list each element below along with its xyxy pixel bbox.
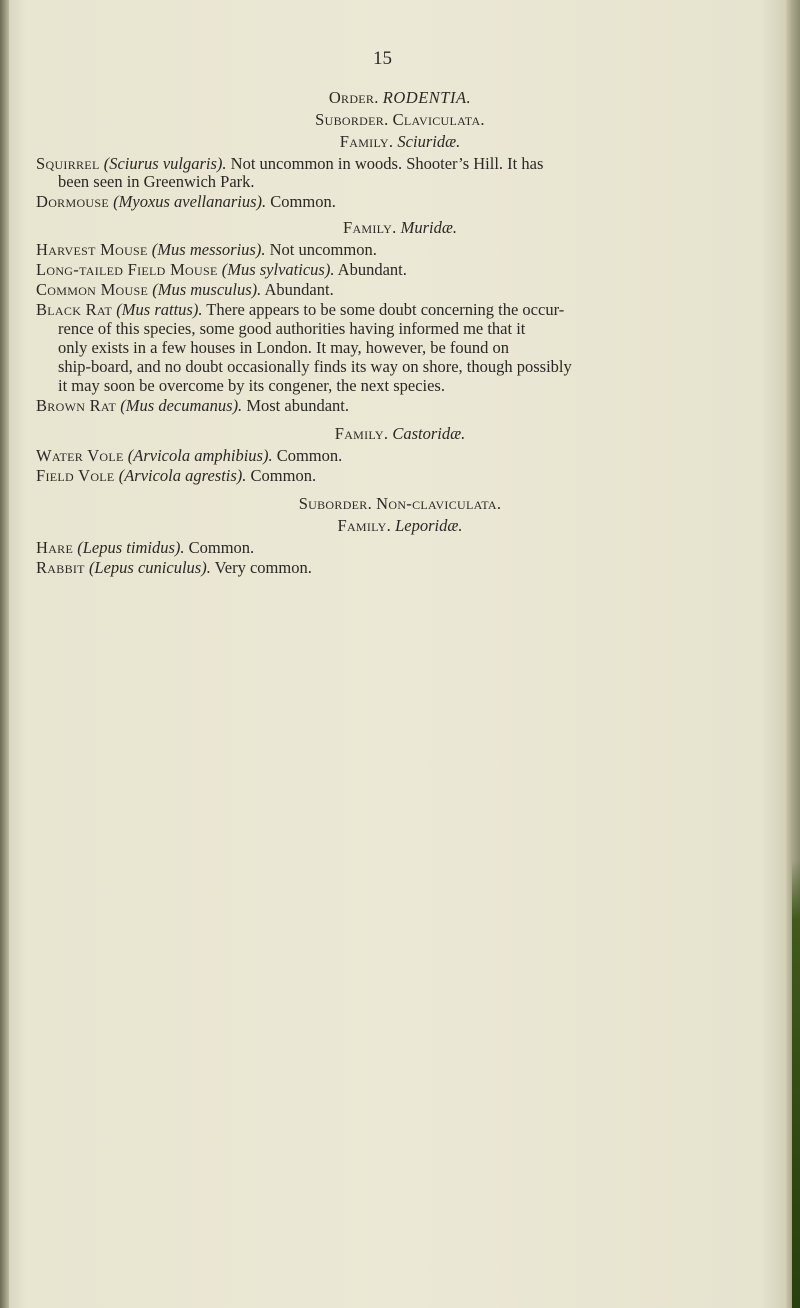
species-note: Abundant. [261,280,334,299]
species-entry [36,301,564,319]
page-number: 15 [373,48,392,69]
species-entry [36,155,543,173]
species-name: Black Rat [36,300,113,319]
family-label: Family. [339,132,394,151]
species-note-continued: been seen in Greenwich Park. [58,172,255,191]
species-name: Brown Rat [36,396,117,415]
species-entry [36,397,349,415]
species-name: Long-tailed Field Mouse [36,260,218,279]
species-latin: (Myoxus avellanarius). [113,192,267,211]
family-name: Sciuridæ. [397,132,461,151]
suborder-name: Claviculata. [392,110,485,129]
order-heading [0,89,800,107]
species-note: Common. [272,446,343,465]
species-note: Most abundant. [242,396,349,415]
family-label: Family. [342,218,397,237]
species-latin: (Mus sylvaticus). [221,260,335,279]
species-latin: (Mus decumanus). [120,396,243,415]
family-label: Family. [334,424,389,443]
order-label: Order. [328,88,379,107]
species-entry [36,261,407,279]
species-note: There appears to be some doubt concerning the occur- [202,300,565,319]
suborder-name: Non-claviculata. [376,494,502,513]
page-left-edge [0,0,9,1308]
species-note: Not uncommon in woods. Shooter’s Hill. It has [226,154,544,173]
family-heading [0,133,800,151]
species-name: Common Mouse [36,280,149,299]
species-note-continued: rence of this species, some good authorities having informed me that it [58,319,526,338]
species-note: Not uncommon. [265,240,377,259]
species-entry [36,559,312,577]
suborder-label: Suborder. [298,494,373,513]
species-name: Squirrel [36,154,100,173]
page-binding-edge [792,860,800,1308]
species-note: Very common. [210,558,312,577]
species-entry [36,241,377,259]
suborder-heading [0,111,800,129]
species-latin: (Lepus cuniculus). [88,558,211,577]
species-name: Rabbit [36,558,85,577]
family-name: Muridæ. [400,218,458,237]
species-note: Abundant. [334,260,407,279]
species-latin: (Lepus timidus). [77,538,185,557]
family-heading [0,219,800,237]
order-name: RODENTIA. [382,88,472,107]
species-note-continued: only exists in a few houses in London. It may, however, be found on [58,338,510,357]
species-name: Field Vole [36,466,115,485]
species-note-continued: ship-board, and no doubt occasionally finds its way on shore, though possibly [58,357,572,376]
species-note: Common. [246,466,317,485]
species-name: Hare [36,538,74,557]
family-label: Family. [337,516,391,535]
species-name: Harvest Mouse [36,240,148,259]
family-heading [0,425,800,443]
species-entry [36,539,254,557]
species-note: Common. [184,538,255,557]
family-name: Leporidæ. [395,516,463,535]
species-note: Common. [266,192,336,211]
species-latin: (Sciurus vulgaris). [103,154,227,173]
species-latin: (Mus rattus). [116,300,203,319]
species-entry [36,467,316,485]
species-entry [36,193,336,211]
suborder-heading [0,495,800,513]
species-latin: (Arvicola agrestis). [118,466,247,485]
species-latin: (Arvicola amphibius). [127,446,273,465]
family-heading [0,517,800,535]
species-entry [36,281,334,299]
species-name: Water Vole [36,446,124,465]
species-note-continued: it may soon be overcome by its congener, the next species. [58,376,445,395]
species-latin: (Mus messorius). [151,240,266,259]
species-entry [36,447,342,465]
species-latin: (Mus musculus). [152,280,262,299]
species-name: Dormouse [36,192,109,211]
family-name: Castoridæ. [392,424,466,443]
suborder-label: Suborder. [315,110,389,129]
